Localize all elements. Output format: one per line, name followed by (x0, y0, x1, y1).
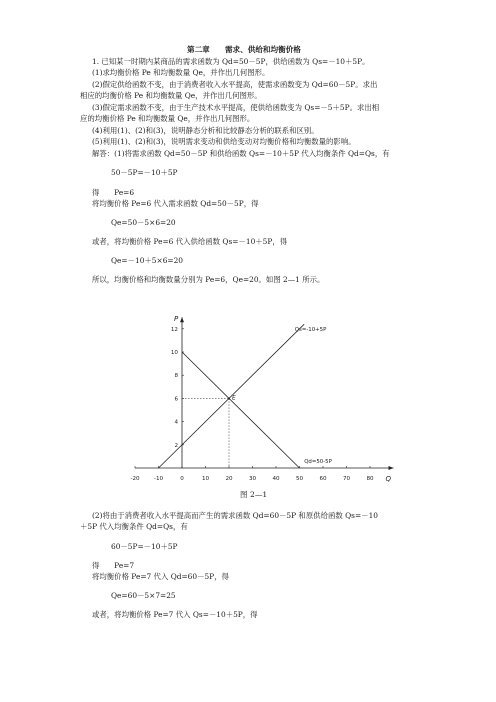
result-pe-6: 得 Pe=6 (92, 188, 135, 197)
substitute-demand: 将均衡价格 Pe=6 代入需求函数 Qd=50－5P，得 (92, 199, 259, 208)
y-tick-label: 8 (174, 373, 178, 380)
figure-2-1-chart (130, 306, 400, 486)
result-qe-supply: Qe=－10＋5×6=20 (111, 256, 184, 265)
demand-curve-label: Qd=50-5P (304, 459, 332, 465)
equation-1: 50－5P=－10＋5P (111, 168, 178, 177)
equation-2: 60－5P=－10＋5P (111, 542, 178, 551)
question-part-2-cont: 相应的均衡价格 Pe 和均衡数量 Qe，并作出几何图形。 (80, 91, 262, 100)
x-tick-label: 10 (201, 476, 210, 482)
question-part-1: (1)求均衡价格 Pe 和均衡数量 Qe，并作出几何图形。 (92, 68, 270, 77)
supply-curve-label: Qs=-10+5P (294, 326, 327, 333)
equilibrium-point (228, 397, 230, 399)
question-part-3: (3)假定需求函数不变，由于生产技术水平提高，使供给函数变为 Qs=－5＋5P。求出相 (92, 103, 380, 112)
answer-intro: 解答：(1)将需求函数 Qd=50－5P 和供给函数 Qs=－10＋5P 代入均衡条件 Qd=Qs，有 (92, 149, 390, 158)
y-axis-label: P (174, 315, 179, 324)
y-tick-label: 2 (174, 442, 178, 449)
x-tick-label: -10 (153, 476, 164, 482)
y-tick-label: 4 (174, 419, 178, 426)
figure-caption: 图 2—1 (240, 490, 268, 499)
question-part-4: (4)利用(1)、(2)和(3)，说明静态分析和比较静态分析的联系和区别。 (92, 126, 319, 135)
y-axis-arrow (180, 317, 184, 322)
answer-part-2-cont: ＋5P 代入均衡条件 Qd=Qs，有 (80, 522, 188, 531)
substitute-demand-2: 将均衡价格 Pe=7 代入 Qd=60－5P，得 (92, 572, 229, 581)
demand-curve (182, 352, 300, 468)
x-axis-arrow (389, 466, 394, 470)
x-tick-label: 20 (225, 476, 233, 482)
x-tick-label: 50 (295, 476, 304, 482)
substitute-supply-2: 或者，将均衡价格 Pe=7 代入 Qs=－10＋5P，得 (92, 610, 258, 619)
x-tick-label: 60 (319, 476, 327, 482)
result-qe-25: Qe=60－5×7=25 (111, 591, 176, 600)
conclusion-1: 所以，均衡价格和均衡数量分别为 Pe=6，Qe=20。如图 2—1 所示。 (92, 275, 325, 284)
y-tick-label: 10 (170, 350, 178, 356)
question-part-5: (5)利用(1)、(2)和(3)，说明需求变动和供给变动对均衡价格和均衡数量的影响。 (92, 137, 356, 146)
x-axis-label: Q (385, 475, 392, 483)
x-tick-label: -20 (130, 476, 140, 482)
y-tick-label: 6 (174, 396, 178, 403)
result-qe-demand: Qe=50－5×6=20 (111, 218, 176, 227)
x-tick-label: 40 (272, 476, 280, 482)
x-tick-label: 80 (366, 476, 374, 482)
equilibrium-label: E (232, 394, 236, 402)
y-tick-label: 12 (170, 326, 178, 333)
chapter-title: 第二章 需求、供给和均衡价格 (187, 45, 301, 54)
substitute-supply: 或者，将均衡价格 Pe=6 代入供给函数 Qs=－10＋5P，得 (92, 237, 288, 246)
answer-part-2: (2)将由于消费者收入水平提高而产生的需求函数 Qd=60－5P 和原供给函数 Qs=－10 (92, 511, 378, 520)
question-part-3-cont: 应的均衡价格 Pe 和均衡数量 Qe，并作出几何图形。 (80, 114, 255, 123)
x-tick-label: 0 (180, 476, 184, 482)
question-1: 1. 已知某一时期内某商品的需求函数为 Qd=50－5P，供给函数为 Qs=－10＋5P。 (92, 57, 370, 66)
x-tick-label: 30 (248, 476, 257, 482)
x-tick-label: 70 (342, 476, 351, 482)
question-part-2: (2)假定供给函数不变，由于消费者收入水平提高，使需求函数变为 Qd=60－5P。求出 (92, 80, 378, 89)
result-pe-7: 得 Pe=7 (92, 561, 135, 570)
